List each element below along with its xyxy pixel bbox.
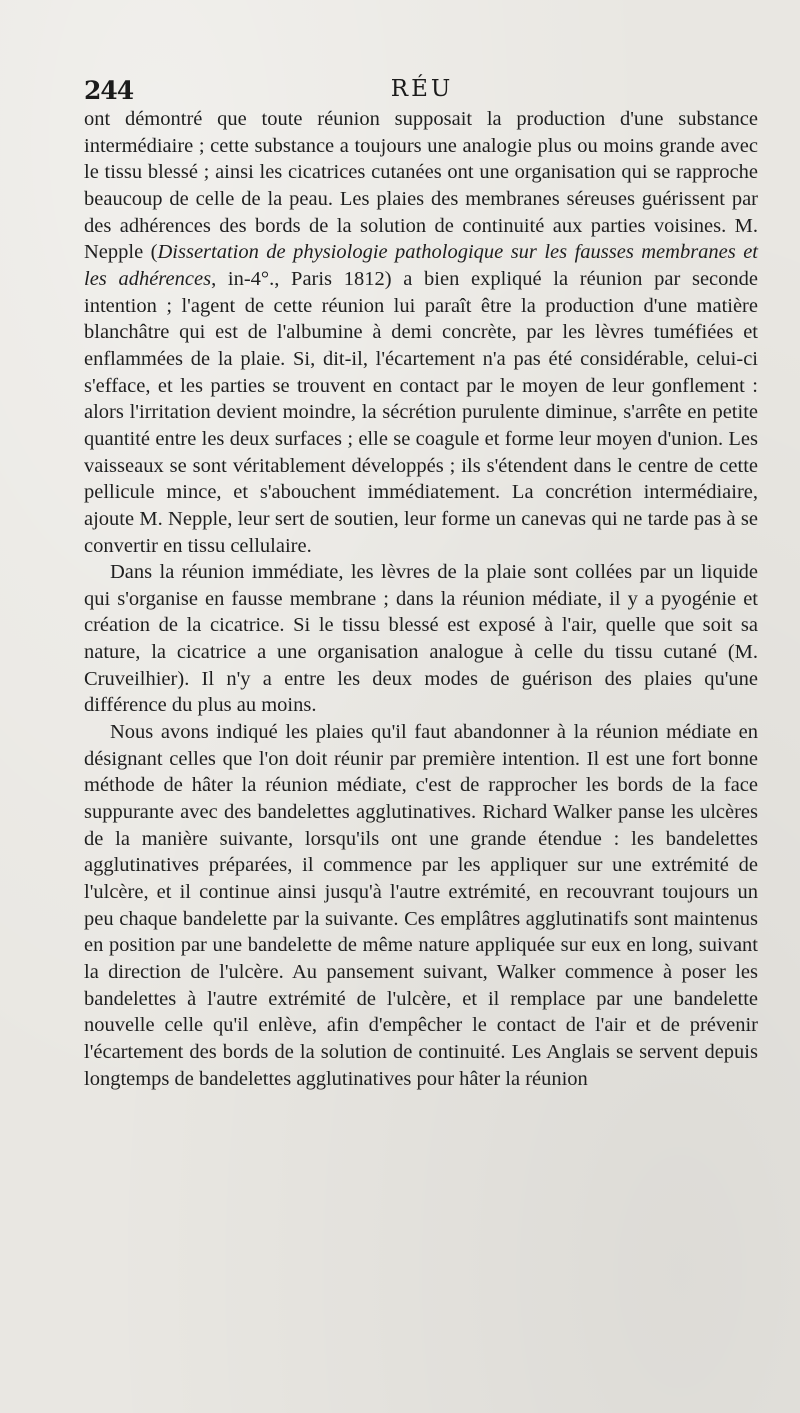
- running-header: [84, 76, 760, 106]
- paragraph-1: [84, 106, 758, 559]
- running-title: RÉU: [390, 76, 454, 102]
- page-number: 244: [84, 76, 134, 105]
- paragraph-2: Dans la réunion immédiate, les lèvres de la plaie sont collées par un liquide qui s'organise en fausse membrane ; dans la réunion médiate, il y a pyogénie et création de la cicatrice. Si le tissu blessé est exposé à l'air, quelle que soit sa nature, la cicatrice a une organisation analogue à celle du tissu cutané (M. Cruveilhier). Il n'y a entre les deux modes de guérison des plaies qu'une différence du plus au moins.: [84, 561, 758, 717]
- paragraph-1-italic-title: Dissertation de physiologie pathologique sur les fausses membranes et les adhérences: [84, 241, 758, 290]
- body-text: [84, 106, 758, 1092]
- paragraph-1-text-a: ont démontré que toute réunion supposait la production d'une substance intermédiaire ; cette substance a toujours une analogie plus ou moins grande avec le tissu blessé ; ainsi les cicatrices cutanées ont une organisation qui se rapproche beaucoup de celle de la peau. Les plaies des membranes séreuses guérissent par des adhérences des bords de la solution de continuité aux parties voisines. M. Nepple (: [84, 108, 758, 264]
- paragraph-3: Nous avons indiqué les plaies qu'il faut abandonner à la réunion médiate en désignant celles que l'on doit réunir par première intention. Il est une fort bonne méthode de hâter la réunion médiate, c'est de rapprocher les bords de la face suppurante avec des bandelettes agglutinatives. Richard Walker panse les ulcères de la manière suivante, lorsqu'ils ont une grande étendue : les bandelettes agglutinatives préparées, il commence par les appliquer sur une extrémité de l'ulcère, et il continue ainsi jusqu'à l'autre extrémité, en recouvrant toujours un peu chaque bandelette par la suivante. Ces emplâtres agglutinatifs sont maintenus en position par une bandelette de même nature appliquée sur eux en long, suivant la direction de l'ulcère. Au pansement suivant, Walker commence à poser les bandelettes à l'autre extrémité de l'ulcère, et il remplace par une bandelette nouvelle celle qu'il enlève, afin d'empêcher le contact de l'air et de prévenir l'écartement des bords de la solution de continuité. Les Anglais se servent depuis longtemps de bandelettes agglutinatives pour hâter la réunion: [84, 721, 758, 1090]
- paragraph-1-text-b: , in-4°., Paris 1812) a bien expliqué la réunion par seconde intention ; l'agent de cette réunion lui paraît être la production d'une matière blanchâtre qui est de l'albumine à demi concrète, par les lèvres tuméfiées et enflammées de la plaie. Si, dit-il, l'écartement n'a pas été considérable, celui-ci s'efface, et les parties se trouvent en contact par le moyen de leur gonflement : alors l'irritation devient moindre, la sécrétion purulente diminue, s'arrête en petite quantité entre les deux surfaces ; elle se coagule et forme leur moyen d'union. Les vaisseaux se sont véritablement développés ; ils s'étendent dans le centre de cette pellicule mince, et s'abouchent immédiatement. La concrétion intermédiaire, ajoute M. Nepple, leur sert de soutien, leur forme un canevas qui ne tarde pas à se convertir en tissu cellulaire.: [84, 267, 758, 557]
